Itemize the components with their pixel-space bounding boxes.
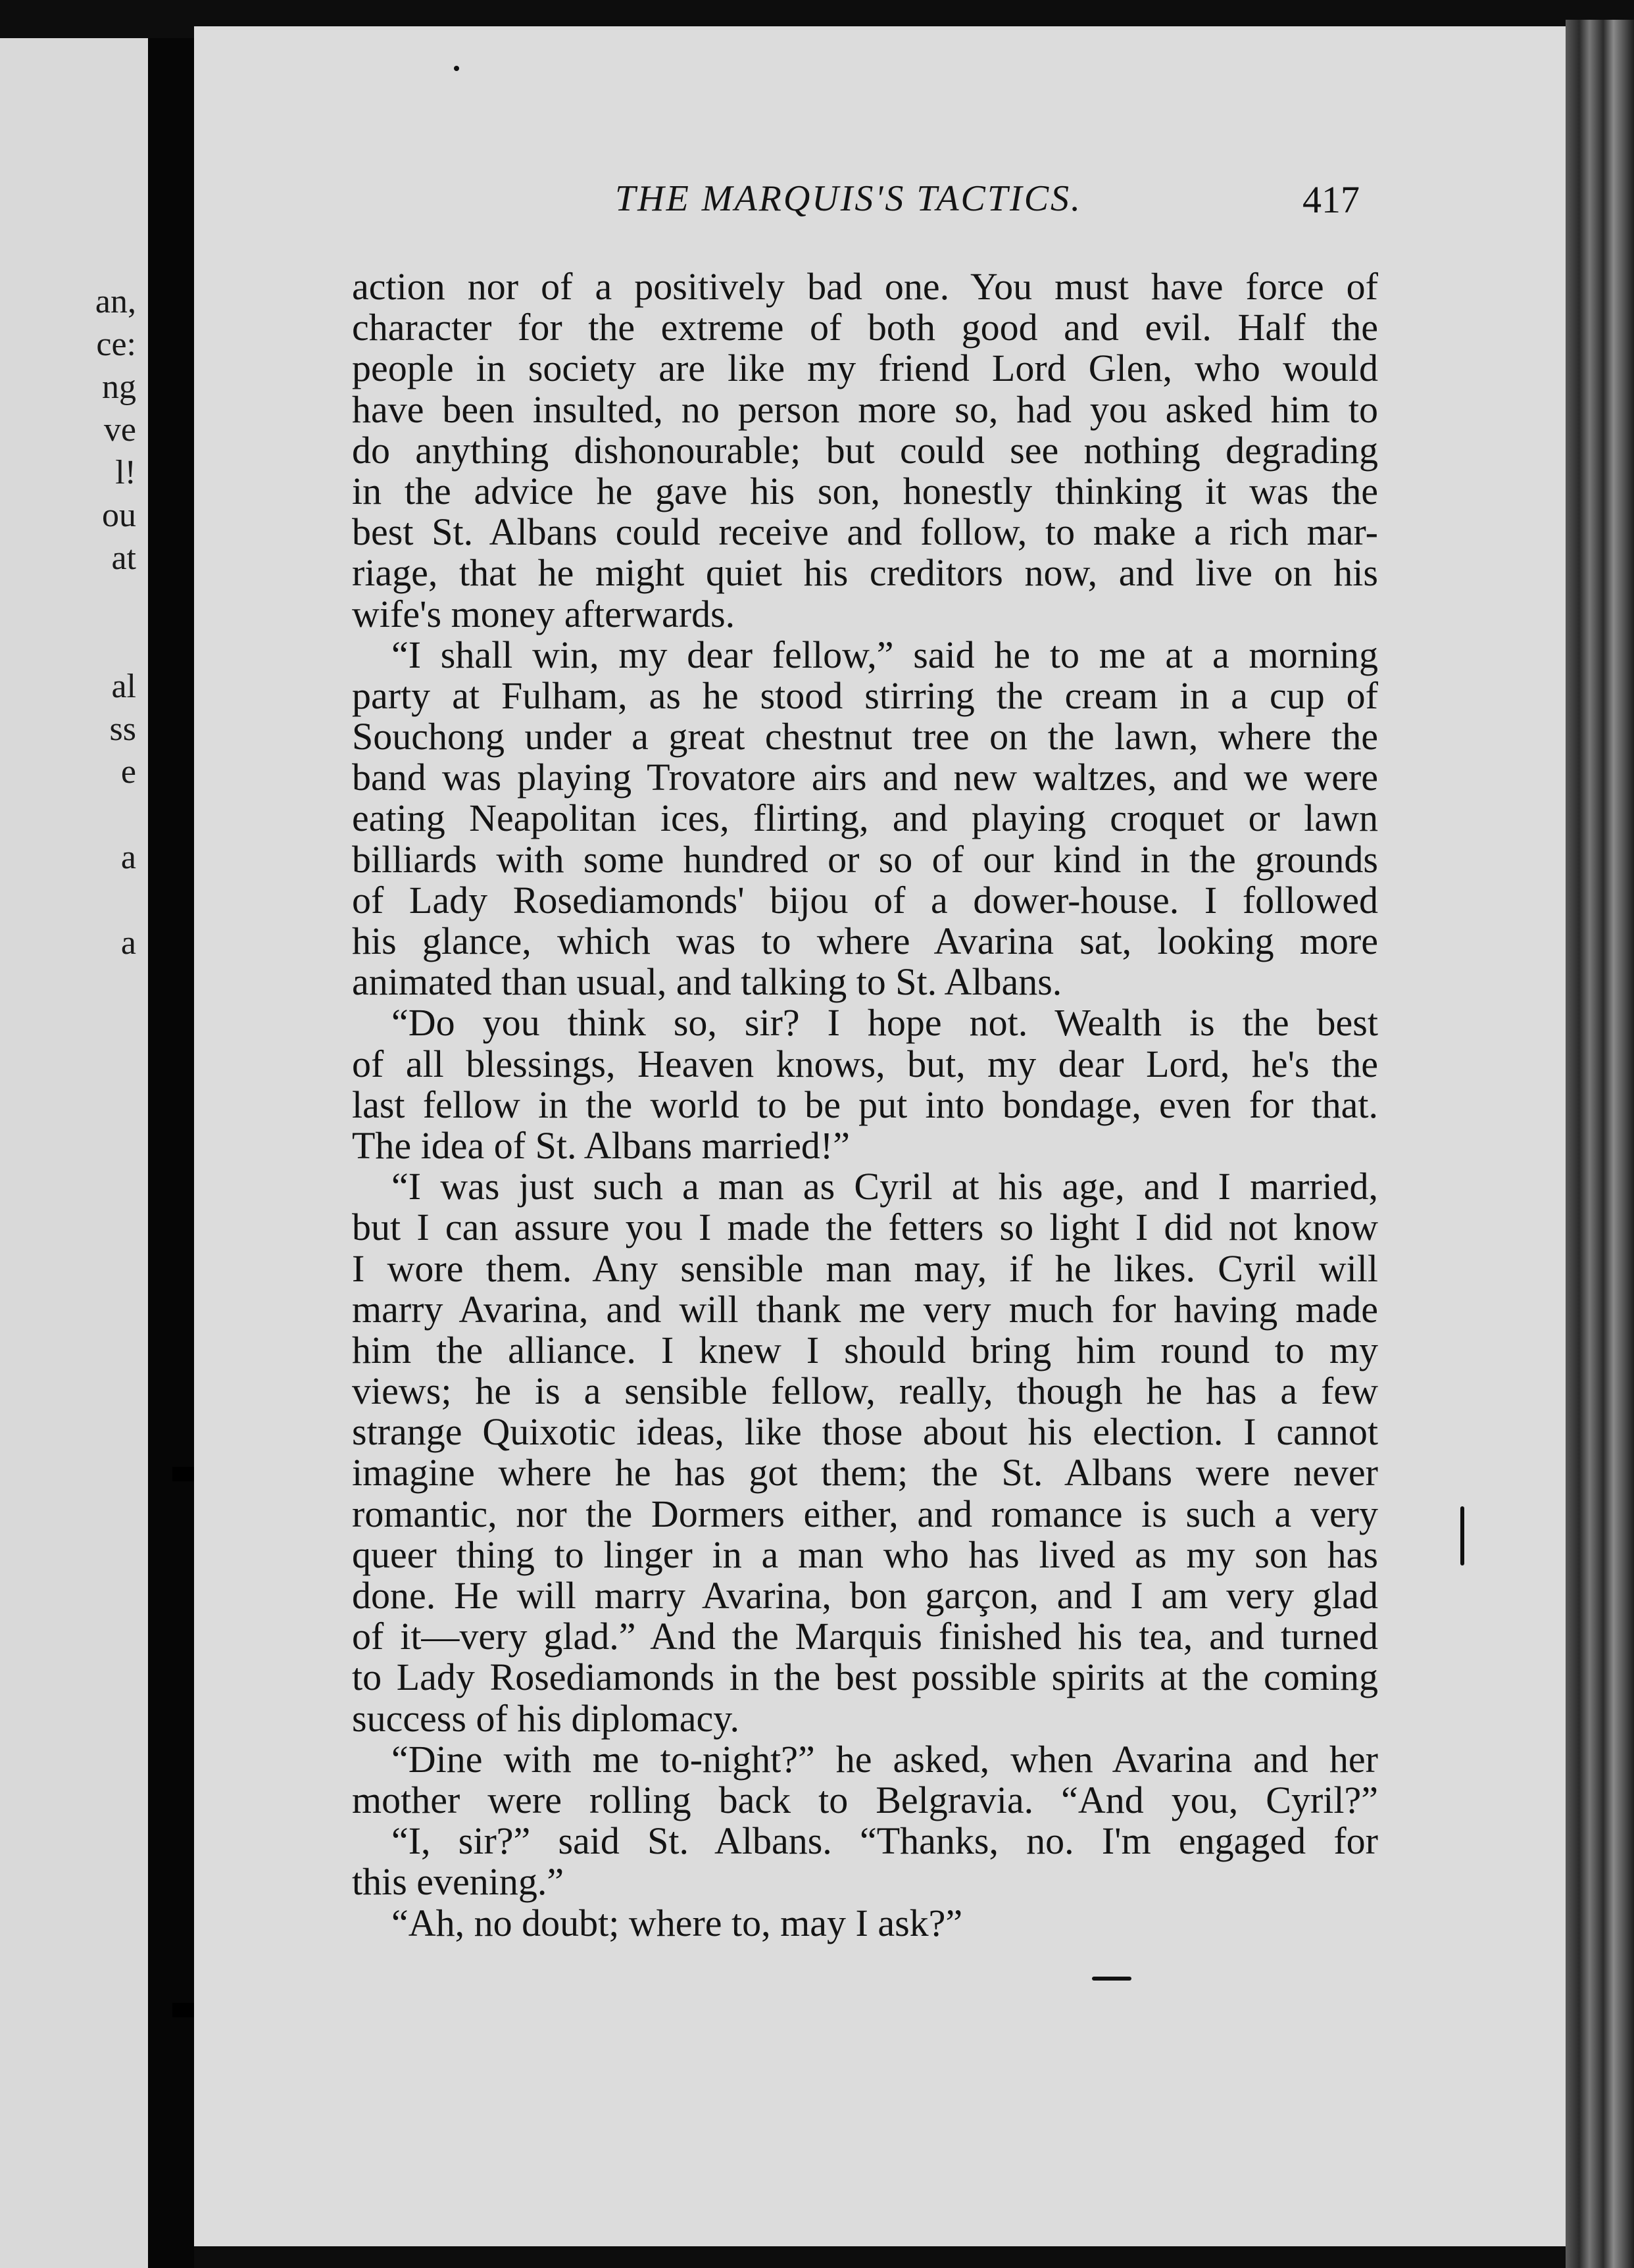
scan-speck [1092,1977,1131,1981]
scan-speck [454,66,459,71]
facing-page-fragment: ce: [96,326,136,363]
text-line: do anything dishonourable; but could see nothing degrading [352,428,1378,472]
facing-page-fragment: a [120,839,136,876]
text-line: Souchong under a great chestnut tree on the lawn, where the [352,715,1378,758]
text-line: done. He will marry Avarina, bon garçon, and I am very glad [352,1574,1378,1617]
text-line: mother were rolling back to Belgravia. “And you, Cyril?” [352,1778,1378,1821]
text-line: The idea of St. Albans married!” [352,1123,850,1167]
text-line: imagine where he has got them; the St. Albans were never [352,1451,1378,1494]
text-line: billiards with some hundred or so of our kind in the grounds [352,837,1378,881]
text-line: romantic, nor the Dormers either, and romance is such a very [352,1492,1378,1535]
text-line: to Lady Rosediamonds in the best possible spirits at the coming [352,1656,1378,1699]
text-line: best St. Albans could receive and follow, to make a rich mar- [352,510,1378,554]
text-line: strange Quixotic ideas, like those about his election. I cannot [352,1410,1378,1454]
text-line: “Ah, no doubt; where to, may I ask?” [391,1901,963,1944]
book-gutter [148,38,194,2268]
text-line: him the alliance. I knew I should bring him round to my [352,1328,1378,1371]
body-text [352,266,1378,1944]
facing-page-fragment: ng [102,368,136,406]
facing-page-fragment: ou [102,497,136,534]
text-line: this evening.” [352,1860,564,1904]
text-line: views; he is a sensible fellow, really, though he has a few [352,1369,1378,1413]
scan-speck [1460,1506,1464,1565]
text-line: people in society are like my friend Lord Glen, who would [352,347,1378,390]
text-line: character for the extreme of both good and evil. Half the [352,306,1378,349]
facing-page-fragment: al [111,668,136,705]
text-line: success of his diplomacy. [352,1696,740,1740]
text-line: of all blessings, Heaven knows, but, my dear Lord, he's the [352,1042,1378,1085]
text-line: band was playing Trovatore airs and new waltzes, and we were [352,756,1378,799]
facing-page-edge [0,38,148,2268]
text-line: party at Fulham, as he stood stirring the cream in a cup of [352,674,1378,717]
text-line: have been insulted, no person more so, had you asked him to [352,387,1378,431]
text-line: I wore them. Any sensible man may, if he likes. Cyril will [352,1246,1378,1290]
running-title: THE MARQUIS'S TACTICS. [615,178,1083,219]
text-line: “Do you think so, sir? I hope not. Wealth is the best [391,1001,1378,1045]
text-line: of it—very glad.” And the Marquis finished his tea, and turned [352,1615,1378,1658]
facing-page-fragment: an, [95,283,136,320]
facing-page-fragment: e [120,753,136,791]
text-line: action nor of a positively bad one. You must have force of [352,265,1378,308]
facing-page-fragment: l! [115,454,136,491]
text-line: “Dine with me to-night?” he asked, when Avarina and her [391,1737,1378,1781]
facing-page-fragment: a [120,924,136,962]
text-line: “I was just such a man as Cyril at his age, and I married, [391,1165,1378,1208]
text-line: but I can assure you I made the fetters so light I did not know [352,1206,1378,1249]
text-line: eating Neapolitan ices, flirting, and playing croquet or lawn [352,797,1378,840]
facing-page-fragment: ss [109,710,136,748]
text-line: in the advice he gave his son, honestly thinking it was the [352,469,1378,512]
text-line: animated than usual, and talking to St. Albans. [352,960,1062,1004]
text-line: of Lady Rosediamonds' bijou of a dower-house. I followed [352,878,1378,922]
text-line: his glance, which was to where Avarina sat, looking more [352,920,1378,962]
facing-page-fragment: ve [103,411,136,449]
page-stack-edge [1566,20,1634,2268]
text-line: “I shall win, my dear fellow,” said he to me at a morning [391,633,1378,676]
facing-page-text [0,38,148,2268]
text-line: riage, that he might quiet his creditors now, and live on his [352,551,1378,595]
text-line: marry Avarina, and will thank me very much for having made [352,1287,1378,1331]
page-number: 417 [1302,178,1360,221]
text-line: queer thing to linger in a man who has lived as my son has [352,1533,1378,1576]
facing-page-fragment: at [111,539,136,577]
text-line: wife's money afterwards. [352,592,735,635]
text-line: last fellow in the world to be put into bondage, even for that. [352,1083,1378,1126]
text-line: “I, sir?” said St. Albans. “Thanks, no. I'm engaged for [391,1819,1378,1863]
